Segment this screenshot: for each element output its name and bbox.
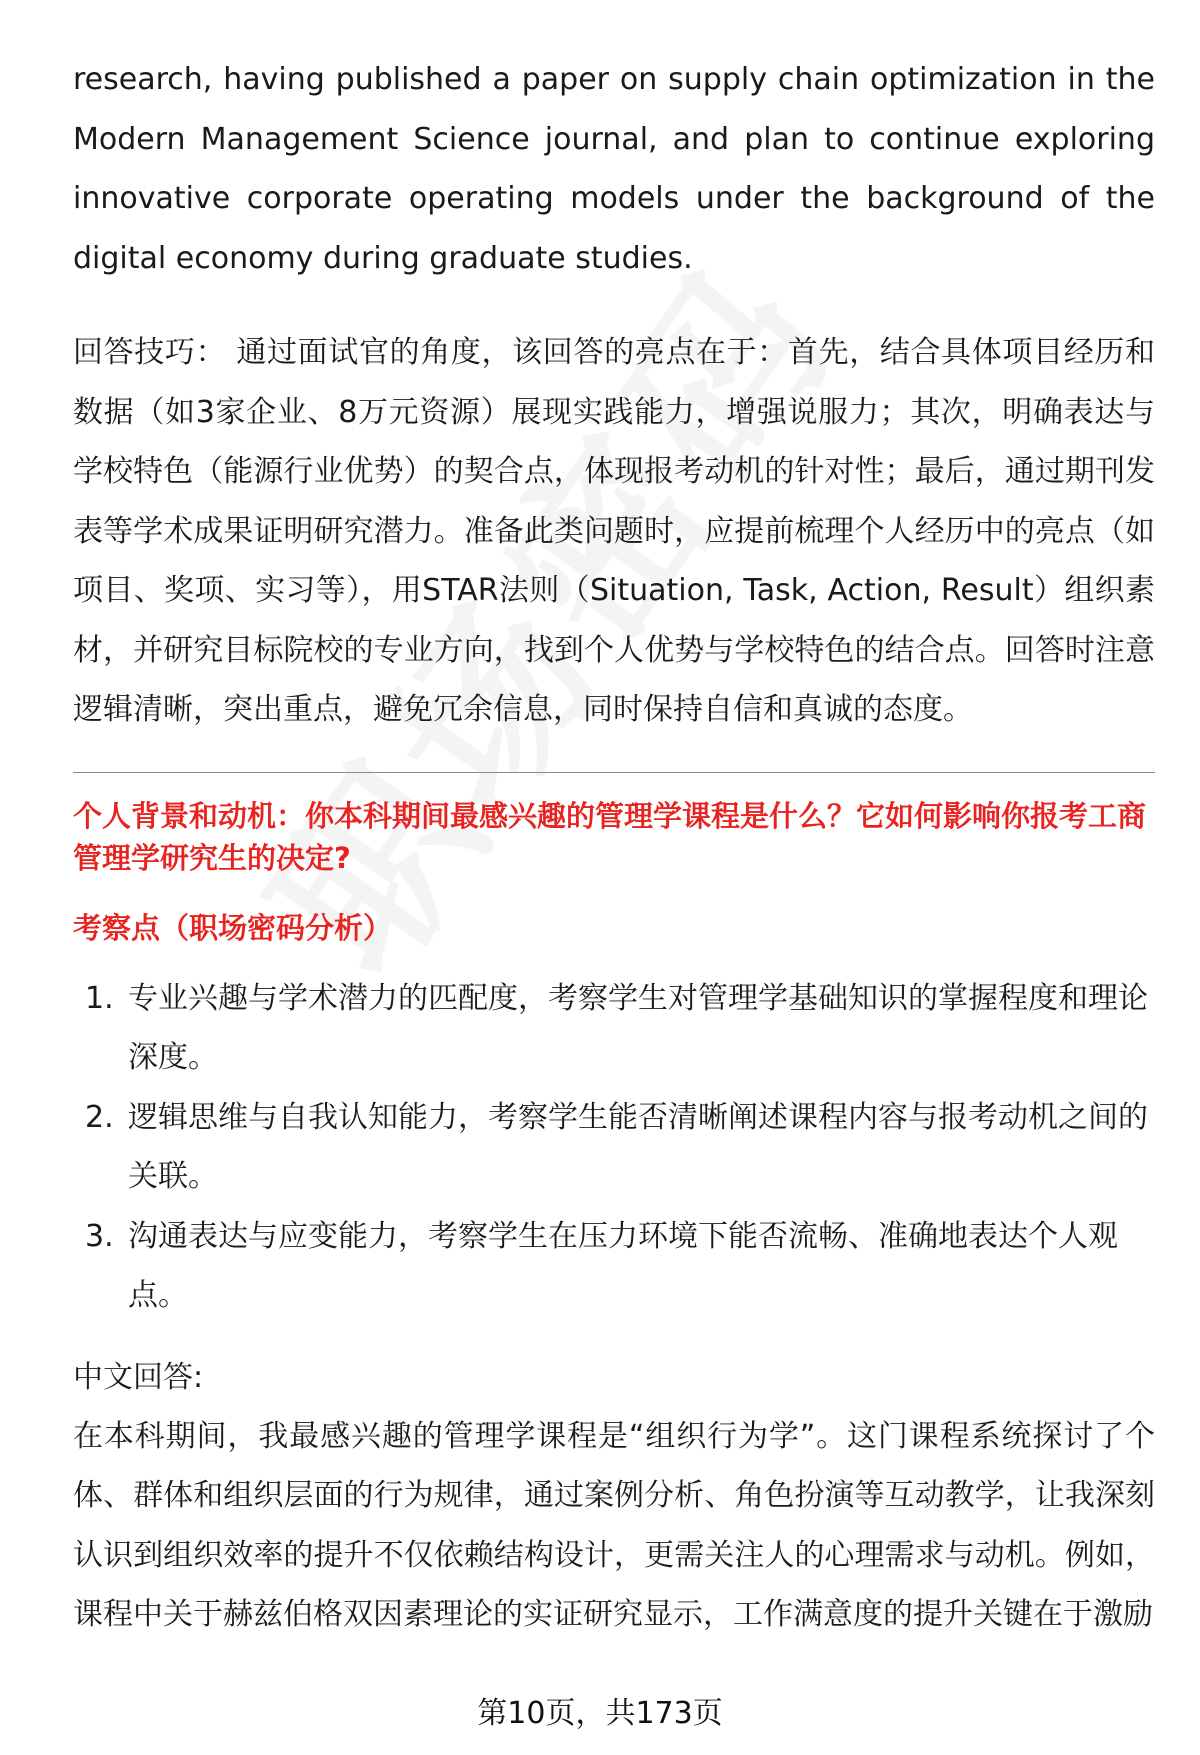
list-item-number: 3. xyxy=(85,1218,114,1254)
question-heading: 个人背景和动机：你本科期间最感兴趣的管理学课程是什么？它如何影响你报考工商管理学研究生的决定? xyxy=(73,798,1147,875)
exam-points-list xyxy=(73,969,1155,1326)
list-item xyxy=(73,1207,1155,1326)
answer-label: 中文回答: xyxy=(73,1359,204,1395)
exam-points-title: 考察点（职场密码分析） xyxy=(73,910,393,945)
list-item-text: 专业兴趣与学术潜力的匹配度，考察学生对管理学基础知识的掌握程度和理论深度。 xyxy=(128,980,1148,1075)
list-item xyxy=(73,969,1155,1088)
page-footer: 第10页，共173页 xyxy=(477,1696,723,1731)
document-page xyxy=(73,50,1155,1645)
section-divider xyxy=(73,772,1155,773)
list-item-number: 1. xyxy=(85,980,114,1016)
intro-paragraph: research, having published a paper on supply chain optimization in the Modern Management Science journal, and plan to continue exploring innovative corporate operating models under the background of the digital economy during graduate studies. xyxy=(73,62,1155,276)
list-item-number: 2. xyxy=(85,1099,114,1135)
answer-tips-paragraph: 回答技巧： 通过面试官的角度，该回答的亮点在于：首先，结合具体项目经历和数据（如3家企业、8万元资源）展现实践能力，增强说服力；其次，明确表达与学校特色（能源行业优势）的契合点，体现报考动机的针对性；最后，通过期刊发表等学术成果证明研究潜力。准备此类问题时，应提前梳理个人经历中的亮点（如项目、奖项、实习等），用STAR法则（Situation, Task, Action, Result）组织素材，并研究目标院校的专业方向，找到个人优势与学校特色的结合点。回答时注意逻辑清晰，突出重点，避免冗余信息，同时保持自信和真诚的态度。 xyxy=(73,335,1155,727)
list-item-text: 逻辑思维与自我认知能力，考察学生能否清晰阐述课程内容与报考动机之间的关联。 xyxy=(128,1099,1148,1194)
list-item xyxy=(73,1088,1155,1207)
answer-paragraph: 在本科期间，我最感兴趣的管理学课程是“组织行为学”。这门课程系统探讨了个体、群体和组织层面的行为规律，通过案例分析、角色扮演等互动教学，让我深刻认识到组织效率的提升不仅依赖结构设计，更需关注人的心理需求与动机。例如，课程中关于赫兹伯格双因素理论的实证研究显示，工作满意度的提升关键在于激励 xyxy=(73,1418,1155,1632)
list-item-text: 沟通表达与应变能力，考察学生在压力环境下能否流畅、准确地表达个人观点。 xyxy=(128,1218,1118,1313)
